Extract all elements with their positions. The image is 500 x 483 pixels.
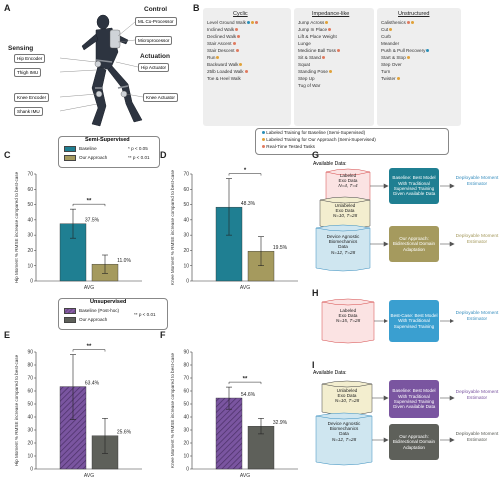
task-unstructured-item: Cut (381, 27, 392, 32)
realtime-dot (328, 28, 331, 31)
cyclic-title: Cyclic (233, 11, 248, 17)
y-tick-label: 0 (30, 278, 33, 285)
task-cyclic-item: Level Ground Walk (207, 20, 258, 25)
realtime-dot (237, 35, 240, 38)
y-tick-label: 60 (27, 186, 33, 193)
ours-dot (325, 21, 328, 24)
i-cyl-unlabeled: Unlabeled Exo Data N=10, T=28 (334, 388, 360, 404)
data-label: 32.9% (272, 420, 288, 427)
category-cyclic (203, 8, 291, 126)
y-tick-label: 70 (183, 171, 189, 178)
y-tick-label: 20 (27, 248, 33, 255)
panel-letter-c: C (4, 150, 11, 160)
y-axis-title: Hip Moment % RMSE increase compared to best-case (14, 171, 19, 284)
x-category-label: AVG (83, 473, 95, 479)
semi-sig-2: ** p < 0.01 (128, 155, 150, 160)
y-tick-label: 10 (183, 453, 189, 460)
baseline-dot (247, 21, 250, 24)
microprocessor-label: Microprocessor (135, 36, 172, 45)
impedance-title: Impedance-like (312, 11, 350, 17)
y-axis-title: Hip Moment % RMSE increase compared to best-case (14, 354, 19, 467)
ours-dot (411, 21, 414, 24)
significance-marker: ** (86, 198, 92, 205)
unsup-sig: ** p < 0.01 (134, 312, 156, 317)
thigh-imu-label: Thigh IMU (14, 68, 41, 77)
y-tick-label: 40 (27, 217, 33, 224)
chart-f (160, 338, 310, 483)
realtime-dot (322, 56, 325, 59)
legend-ours-row: Labeled Training for Our Approach (Semi-Supervised) (261, 137, 376, 142)
i-ours-box: Our Approach: Bidirectional Domain Adaptation (389, 424, 439, 460)
h-output: Deployable Moment Estimator (455, 311, 499, 322)
data-label: 19.5% (272, 245, 288, 252)
task-impedance-item: Jump In Place (298, 27, 331, 32)
realtime-dot (407, 21, 410, 24)
ours-dot (239, 63, 242, 66)
task-cyclic-item: Stair Descent (207, 48, 239, 53)
y-tick-label: 90 (183, 349, 189, 356)
realtime-dot (235, 28, 238, 31)
g-output-1: Deployable Moment Estimator (455, 176, 499, 187)
panel-letter-h: H (312, 288, 319, 298)
task-unstructured-item: Calisthenics (381, 20, 414, 25)
task-impedance-item: Medicine Ball Toss (298, 48, 340, 53)
baseline-posthoc-swatch (64, 308, 76, 314)
y-tick-label: 0 (186, 466, 189, 473)
ours-gray-swatch (64, 317, 76, 323)
unsup-legend-baseline: Baseline (Post-hoc) (64, 308, 119, 314)
data-label: 63.4% (84, 380, 100, 387)
y-tick-label: 70 (183, 375, 189, 382)
g-cyl-unlabeled: Unlabeled Exo Data N=10, T=28 (332, 203, 358, 219)
y-tick-label: 70 (27, 171, 33, 178)
data-label: 54.6% (240, 392, 256, 399)
y-tick-label: 50 (183, 202, 189, 209)
panel-letter-g: G (312, 150, 320, 160)
y-tick-label: 10 (27, 263, 33, 270)
task-impedance-item: Lift & Place Weight (298, 34, 337, 39)
semi-sig-1: * p < 0.05 (128, 146, 148, 151)
g-cyl-labeled: Labeled Exo Data N=4, T=4 (338, 173, 358, 189)
panel-letter-i: I (312, 360, 315, 370)
y-tick-label: 60 (27, 388, 33, 395)
task-cyclic-item: Stair Ascent (207, 41, 236, 46)
y-tick-label: 30 (27, 232, 33, 239)
shank-imu-label: Shank IMU (14, 107, 43, 116)
g-cyl-biomech: Device Agnostic Biomechanics Data N=12, T=28 (326, 234, 360, 255)
unstructured-title: Unstructured (398, 11, 430, 17)
task-cyclic-item: 25lb Loaded Walk (207, 69, 248, 74)
realtime-dot (337, 49, 340, 52)
chart-e (4, 338, 154, 483)
h-cyl-labeled: Labeled Exo Data N=15, T=28 (335, 308, 361, 324)
task-unstructured-item: Meander (381, 41, 400, 46)
g-output-2: Deployable Moment Estimator (455, 234, 499, 245)
ours-dot (389, 28, 392, 31)
ours-dot (407, 56, 410, 59)
y-tick-label: 30 (183, 232, 189, 239)
task-impedance-item: Tug of War (298, 83, 321, 88)
chart-d (160, 160, 310, 295)
actuation-title: Actuation (140, 53, 170, 60)
y-tick-label: 40 (183, 217, 189, 224)
realtime-dot (245, 70, 248, 73)
task-unstructured-item: Twister (381, 76, 400, 81)
y-axis-title: Knee Moment % RMSE increase compared to best-case (170, 352, 175, 469)
category-unstructured (377, 8, 461, 126)
y-tick-label: 50 (27, 202, 33, 209)
realtime-dot (236, 49, 239, 52)
y-tick-label: 40 (27, 414, 33, 421)
y-tick-label: 90 (27, 349, 33, 356)
y-tick-label: 10 (183, 263, 189, 270)
unsup-legend-ours: Our Approach (64, 317, 107, 323)
task-impedance-item: Lunge (298, 41, 311, 46)
task-cyclic-item: Declined Walk (207, 34, 240, 39)
baseline-swatch (64, 146, 76, 152)
task-unstructured-item: Step Over (381, 62, 402, 67)
task-impedance-item: Step Up (298, 76, 315, 81)
baseline-dot (426, 49, 429, 52)
y-tick-label: 60 (183, 388, 189, 395)
task-cyclic-item: Inclined Walk (207, 27, 238, 32)
data-label: 37.5% (84, 217, 100, 224)
y-tick-label: 70 (27, 375, 33, 382)
ml-coprocessor-label: ML Co-Processor (135, 17, 177, 26)
panel-letter-b: B (193, 3, 200, 13)
semi-legend-ours: Our Approach (64, 155, 107, 161)
significance-marker: ** (242, 376, 248, 383)
knee-actuator-label: Knee Actuator (143, 93, 178, 102)
y-axis-title: Knee Moment % RMSE increase compared to best-case (170, 169, 175, 286)
task-impedance-item: Jump Across (298, 20, 328, 25)
ours-dot (397, 77, 400, 80)
g-ours-box: Our Approach: Bidirectional Domain Adaptation (389, 226, 439, 262)
significance-marker: ** (86, 344, 92, 351)
y-tick-label: 0 (186, 278, 189, 285)
panel-letter-e: E (4, 330, 11, 340)
data-label: 48.3% (240, 201, 256, 208)
y-tick-label: 30 (183, 427, 189, 434)
i-cyl-biomech: Device Agnostic Biomechanics Data N=12, T=28 (327, 421, 361, 442)
y-tick-label: 20 (183, 440, 189, 447)
hip-encoder-label: Hip Encoder (14, 54, 45, 63)
g-available-label: Available Data: (313, 161, 347, 167)
task-impedance-item: Sit & Stand (298, 55, 325, 60)
x-category-label: AVG (239, 473, 251, 479)
task-impedance-item: Standing Pose (298, 69, 332, 74)
data-label: 11.0% (117, 258, 131, 265)
y-tick-label: 40 (183, 414, 189, 421)
realtime-dot (262, 145, 265, 148)
task-unstructured-item: Start & Stop (381, 55, 410, 60)
y-tick-label: 30 (27, 427, 33, 434)
i-available-label: Available Data: (313, 370, 347, 376)
control-title: Control (144, 6, 168, 13)
task-unstructured-item: Turn (381, 69, 391, 74)
significance-marker: * (243, 168, 247, 175)
baseline-dot (262, 131, 265, 134)
task-cyclic-item: Run (207, 55, 219, 60)
i-output-1: Deployable Moment Estimator (455, 390, 499, 401)
y-tick-label: 10 (27, 453, 33, 460)
task-unstructured-item: Push & Pull Recovery (381, 48, 429, 53)
semi-supervised-title: Semi-Supervised (85, 137, 130, 143)
task-impedance-item: Squat (298, 62, 311, 67)
knee-encoder-label: Knee Encoder (14, 93, 49, 102)
realtime-dot (233, 42, 236, 45)
h-bestcase-box: Best-Case: Best Model With Traditional Supervised Training (389, 300, 439, 342)
task-unstructured-item: Curb (381, 34, 391, 39)
ours-dot (329, 70, 332, 73)
hip-actuator-label: Hip Actuator (138, 63, 169, 72)
y-tick-label: 50 (27, 401, 33, 408)
x-category-label: AVG (239, 285, 251, 291)
y-tick-label: 0 (30, 466, 33, 473)
realtime-dot (255, 21, 258, 24)
ours-dot (262, 138, 265, 141)
y-tick-label: 60 (183, 186, 189, 193)
y-tick-label: 50 (183, 401, 189, 408)
sensing-title: Sensing (8, 45, 34, 52)
panel-letter-f: F (160, 330, 166, 340)
y-tick-label: 80 (27, 362, 33, 369)
y-tick-label: 80 (183, 362, 189, 369)
i-baseline-box: Baseline: Best Model With Traditional Supervised Training Given Available Data (389, 380, 439, 418)
ours-dot (251, 21, 254, 24)
g-baseline-box: Baseline: Best Model With Traditional Supervised Training Given Available Data (389, 168, 439, 204)
y-tick-label: 20 (183, 248, 189, 255)
panel-letter-a: A (4, 3, 11, 13)
task-cyclic-item: Backward Walk (207, 62, 242, 67)
legend-baseline-row: Labeled Training for Baseline (Semi-Supervised) (261, 130, 365, 135)
i-output-2: Deployable Moment Estimator (455, 432, 499, 443)
ours-dot (216, 56, 219, 59)
x-category-label: AVG (83, 285, 95, 291)
unsupervised-title: Unsupervised (90, 299, 127, 305)
y-tick-label: 20 (27, 440, 33, 447)
chart-c (4, 160, 154, 295)
panel-letter-d: D (160, 150, 167, 160)
semi-legend-baseline: Baseline (64, 146, 97, 152)
category-impedance (294, 8, 374, 126)
legend-realtime-row: Real-Time Tested Tasks (261, 144, 315, 149)
data-label: 25.6% (116, 429, 132, 436)
task-cyclic-item: Toe & Heel Walk (207, 76, 241, 81)
